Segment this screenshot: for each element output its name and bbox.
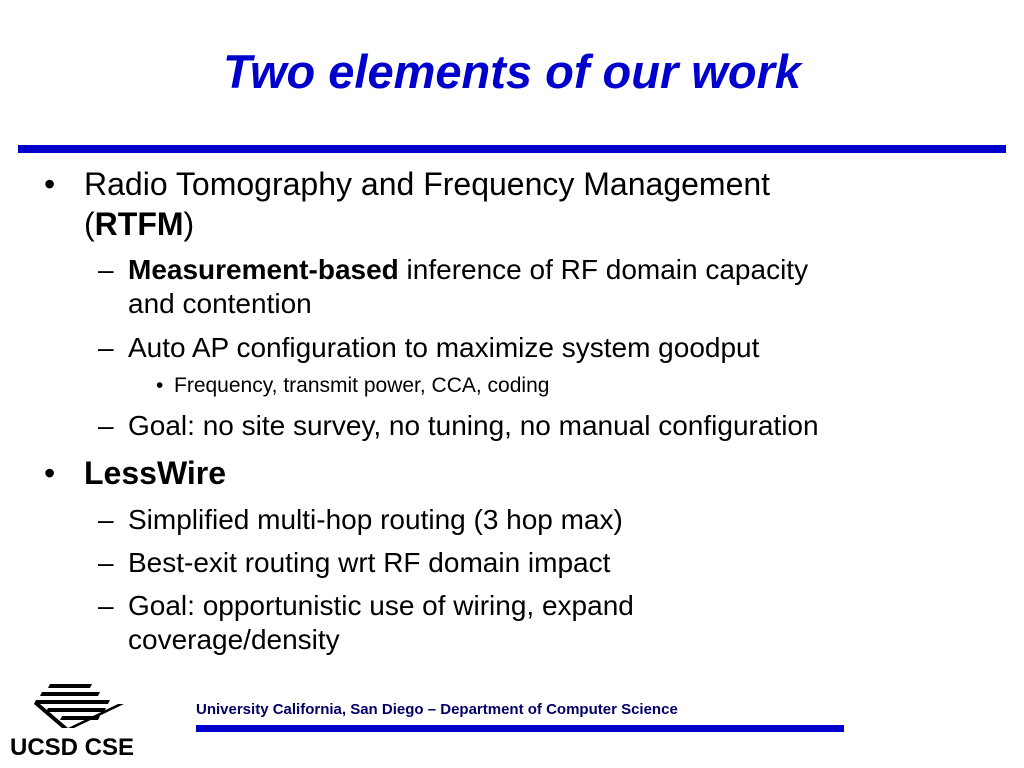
bullet-marker: • <box>44 166 56 202</box>
bullet-text-paren-open: ( <box>84 206 95 242</box>
sub-bullet-marker: – <box>98 332 114 363</box>
sub-bullet-marker: – <box>98 410 114 441</box>
sub-sub-bullet-marker: • <box>156 374 164 397</box>
bullet-text-line1: Radio Tomography and Frequency Management <box>84 166 771 202</box>
footer-divider <box>196 725 844 732</box>
sub-bullet-text: Auto AP configuration to maximize system goodput <box>128 332 760 363</box>
sub-bullet-marker: – <box>98 547 114 578</box>
sub-bullet-marker: – <box>98 254 114 285</box>
sub-bullet-text: Goal: no site survey, no tuning, no manual configuration <box>128 410 819 441</box>
sub-bullet-bold: Measurement-based <box>128 254 399 285</box>
bullet-text-line2 <box>84 204 194 244</box>
sub-bullet-text-line2: and contention <box>128 288 312 319</box>
sub-bullet-text: Simplified multi-hop routing (3 hop max) <box>128 504 623 535</box>
bullet-text-paren-close: ) <box>183 206 195 242</box>
ucsd-logo-icon <box>28 682 128 732</box>
sub-bullet-text <box>128 253 808 287</box>
sub-bullet-text: Best-exit routing wrt RF domain impact <box>128 547 611 578</box>
sub-bullet-marker: – <box>98 504 114 535</box>
sub-sub-bullet-text: Frequency, transmit power, CCA, coding <box>174 374 550 397</box>
bullet-text-bold: LessWire <box>84 455 226 491</box>
sub-bullet-rest: inference of RF domain capacity <box>398 254 809 285</box>
bullet-text-bold: RTFM <box>94 206 184 242</box>
bullet-marker: • <box>44 455 56 491</box>
logo-text: UCSD CSE <box>10 734 135 761</box>
slide-title: Two elements of our work <box>223 45 801 98</box>
sub-bullet-text: Goal: opportunistic use of wiring, expand <box>128 590 634 621</box>
sub-bullet-text-line2: coverage/density <box>128 624 340 655</box>
footer-text: University California, San Diego – Department of Computer Science <box>196 701 678 718</box>
sub-bullet-marker: – <box>98 590 114 621</box>
